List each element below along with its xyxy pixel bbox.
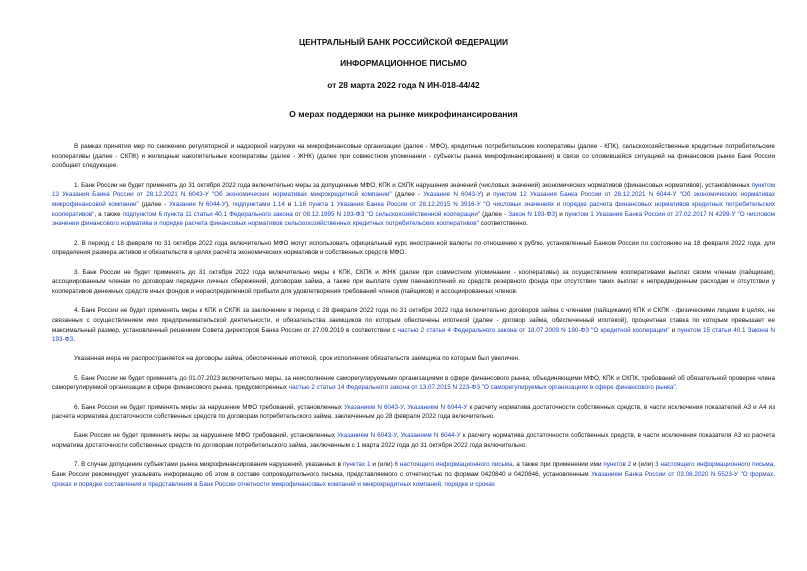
issuer-title: ЦЕНТРАЛЬНЫЙ БАНК РОССИЙСКОЙ ФЕДЕРАЦИИ [298, 37, 509, 47]
paragraph-text: ), [225, 201, 233, 209]
paragraph-text: 5. Банк России не будет применять до 01.07.2023 включительно меры, за неисполнение саморегулируемыми организациями в сфере финансового рынка, объединяющими МФО, КПК и СКПК, требований об обязательной проверке члена саморегулируемой организации в сфере финансового рынка, предусмотренных [52, 374, 775, 392]
document-reference-link[interactable]: частью 2 статьи 4 Федерального закона от 18.07.2009 N 190-ФЗ "О кредитной кооперации" [397, 326, 670, 334]
paragraph [52, 268, 775, 297]
paragraph-text: и (или) [631, 461, 656, 469]
paragraph-text: ) и [481, 191, 494, 199]
paragraph-text: 2. В период с 18 февраля по 31 октября 2022 года включительно МФО могут использовать официальный курс иностранной валюты по отношению к рублю, установленный Банком России по состоянию на 18 февраля 2022 года, для определения размера активов и обязательств в целях расчёта экономических нормативов и собственных средств МФО. [52, 239, 775, 257]
document-reference-link[interactable]: подпунктом 6 пункта 11 статьи 40.1 Федерального закона от 08.12.1995 N 193-ФЗ "О сельскохозяйственной кооперации" [122, 210, 481, 218]
paragraph-text: 1. Банк России не будет применять до 31 октября 2022 года включительно меры за допущенные МФО, КПК и СКПК нарушения значений (числовых значений) экономических нормативов (финансовых нормативов), установленных [74, 181, 752, 189]
paragraph [52, 431, 775, 450]
paragraph-text: и (или) [370, 461, 395, 469]
document-body [52, 142, 775, 499]
document-reference-link[interactable]: 1.16 пункта 1 Указания Банка России от 28.12.2015 N 3916-У "О числовых значениях и порядке расчета финансовых нормативов кредитных потребительских кооперативов" [52, 201, 775, 218]
document-reference-link[interactable]: частью 2 статьи 14 Федерального закона от 13.07.2015 N 223-ФЗ "О саморегулируемых организациях в сфере финансового рынка" [288, 384, 676, 392]
paragraph-text: 4. Банк России не будет применять меры к КПК и СКПК за заключение в период с 28 февраля 2022 года по 31 октября 2022 года включительно договоров займа с членами (пайщиками) КПК и СКПК - физическими лицами в целях, не связанных с осуществлением ими предпринимательской деятельности, и обязательства заемщиков по которым обеспечены ипотекой (далее - договор займа, обеспеченный ипотекой), процентная ставка по которым превышает ее максимальный размер, установленный решением Совета директоров Банка России от 27.09.2019 в соответствии с [52, 307, 775, 334]
paragraph-text: к расчету норматива достаточности собственных средств, в части исключения показателей А3 и А4 из расчета норматива достаточности собственных средств по договорам потребительского займа, заключенным до 28 февраля 2022 года включительно. [52, 403, 776, 421]
document-reference-link[interactable]: пунктах 1 [342, 461, 371, 469]
paragraph-text: , а также [94, 210, 123, 218]
document-reference-link[interactable]: подпунктами 1.14 [232, 201, 285, 209]
paragraph [52, 374, 775, 393]
paragraph-text: . [675, 384, 678, 392]
paragraph-text: (далее - [480, 210, 509, 218]
document-reference-link[interactable]: Закон N 193-ФЗ [508, 210, 556, 218]
paragraph [52, 403, 775, 422]
paragraph-text: и [669, 326, 678, 334]
paragraph-text: , а также при применении ими [512, 461, 604, 469]
paragraph-text: Банк России не будет применять меры за нарушение МФО требований, установленных [74, 432, 338, 440]
document-reference-link[interactable]: Указание N 6043-У [423, 191, 482, 199]
paragraph-text: Указанная мера не распространяется на договоры займа, обеспеченные ипотекой, срок исполнения обязательств заемщика по которым был увеличен. [74, 355, 521, 363]
document-reference-link[interactable]: Указанием N 6043-У [337, 432, 397, 440]
paragraph-text: (далее - [391, 191, 424, 199]
paragraph-text: ) и [555, 210, 565, 218]
document-type: ИНФОРМАЦИОННОЕ ПИСЬМО [340, 58, 467, 68]
document-reference-link[interactable]: Указанием N 6043-У [344, 403, 404, 411]
document-reference-link[interactable]: пунктов 2 [603, 461, 632, 469]
paragraph-text: 6. Банк России не будет применять меры за нарушение МФО требований, установленных [74, 403, 344, 411]
document-reference-link[interactable]: пунктом 15 статьи 40.1 Закона N 193-ФЗ [52, 326, 775, 344]
paragraph-text: , Банк России рекомендует указывать информацию об этом в составе сопроводительного письма, представляемого с отчетностью по формам 0420840 и 0420846, установленным [52, 461, 776, 479]
paragraph-text: , [403, 403, 408, 411]
document-reference-link[interactable]: Указание N 6044-У [168, 201, 226, 209]
document-date-number: от 28 марта 2022 года N ИН-018-44/42 [327, 80, 480, 90]
document-reference-link[interactable]: пунктом 1 Указания Банка России от 27.02.2017 N 4299-У "О числовом значении финансового норматива и порядке расчета финансовых нормативов сельскохозяйственных кредитных потребительских кооперативов" [52, 210, 775, 228]
document-reference-link[interactable]: Указанием N 6044-У [400, 432, 461, 440]
paragraph-text: 7. В случае допущения субъектами рынка микрофинансирования нарушений, указанных в [74, 461, 343, 469]
paragraph-text: к расчету норматива достаточности собственных средств, в части исключения показателя А3 из расчета норматива достаточности собственных средств по договорам потребительского займа, заключенным с 1 марта 2022 года до 31 октября 2022 года включительно. [52, 432, 775, 450]
document-reference-link[interactable]: Указанием Банка России от 03.08.2020 N 5523-У "О формах, сроках и порядке составления и представления в Банк России отчетности микрофинансовых компаний и микрокредитных компаний, порядке и сроках [52, 471, 775, 488]
paragraph [52, 142, 775, 171]
document-reference-link[interactable]: 6 настоящего информационного письма [394, 461, 513, 469]
paragraph-text: В рамках принятия мер по снижению регуляторной и надзорной нагрузки на микрофинансовые организации (далее - МФО), кредитные потребительские кооперативы (далее - КПК), сельскохозяйственные кредитные потребительские кооперативы (далее - СКПК) и жилищные накопительные кооперативы (далее - ЖНК) (далее при совместном упоминании - субъекты рынка микрофинансирования) в связи со сложившейся ситуацией на финансовом рынке Банк России сообщает следующее. [52, 143, 775, 170]
paragraph [52, 460, 775, 489]
document-reference-link[interactable]: пунктом 12 Указания Банка России от 28.12.2021 N 6044-У "Об экономических нормативах микрофинансовой компании" [52, 191, 775, 209]
document-reference-link[interactable]: Указанием N 6044-У [407, 403, 468, 411]
paragraph-text: (далее - [138, 201, 169, 209]
document-reference-link[interactable]: пунктом 13 Указания Банка России от 28.12.2021 N 6043-У "Об экономических нормативах микрокредитной компании" [52, 181, 775, 199]
paragraph-text: , [396, 432, 401, 440]
paragraph [52, 306, 775, 345]
paragraph-text: соответственно. [478, 220, 529, 228]
paragraph-text: 3. Банк России не будет применять до 31 октября 2022 года включительно меры к КПК, СКПК и ЖНК (далее при совместном упоминании - кооперативы) за осуществление кооперативами выплат своим членам (пайщикам), ассоциированным членам по договорам передачи личных сбережений, договорам займа, а также при выплате сумм паенакоплений из средств резервного фонда при отсутствии таких выплат к непредвиденным расходам и отсутствии у кооперативов денежных средств иных фондов и нераспределенной прибыли для удовлетворения требований членов (пайщиков) и ассоциированных членов. [52, 268, 775, 295]
document-reference-link[interactable]: 3 настоящего информационного письма [655, 461, 774, 469]
paragraph [52, 354, 775, 364]
document-subject: О мерах поддержки на рынке микрофинансирования [289, 109, 518, 119]
paragraph [52, 181, 775, 230]
paragraph-text: . [73, 336, 75, 344]
paragraph [52, 239, 775, 258]
paragraph-text: и [284, 201, 294, 209]
